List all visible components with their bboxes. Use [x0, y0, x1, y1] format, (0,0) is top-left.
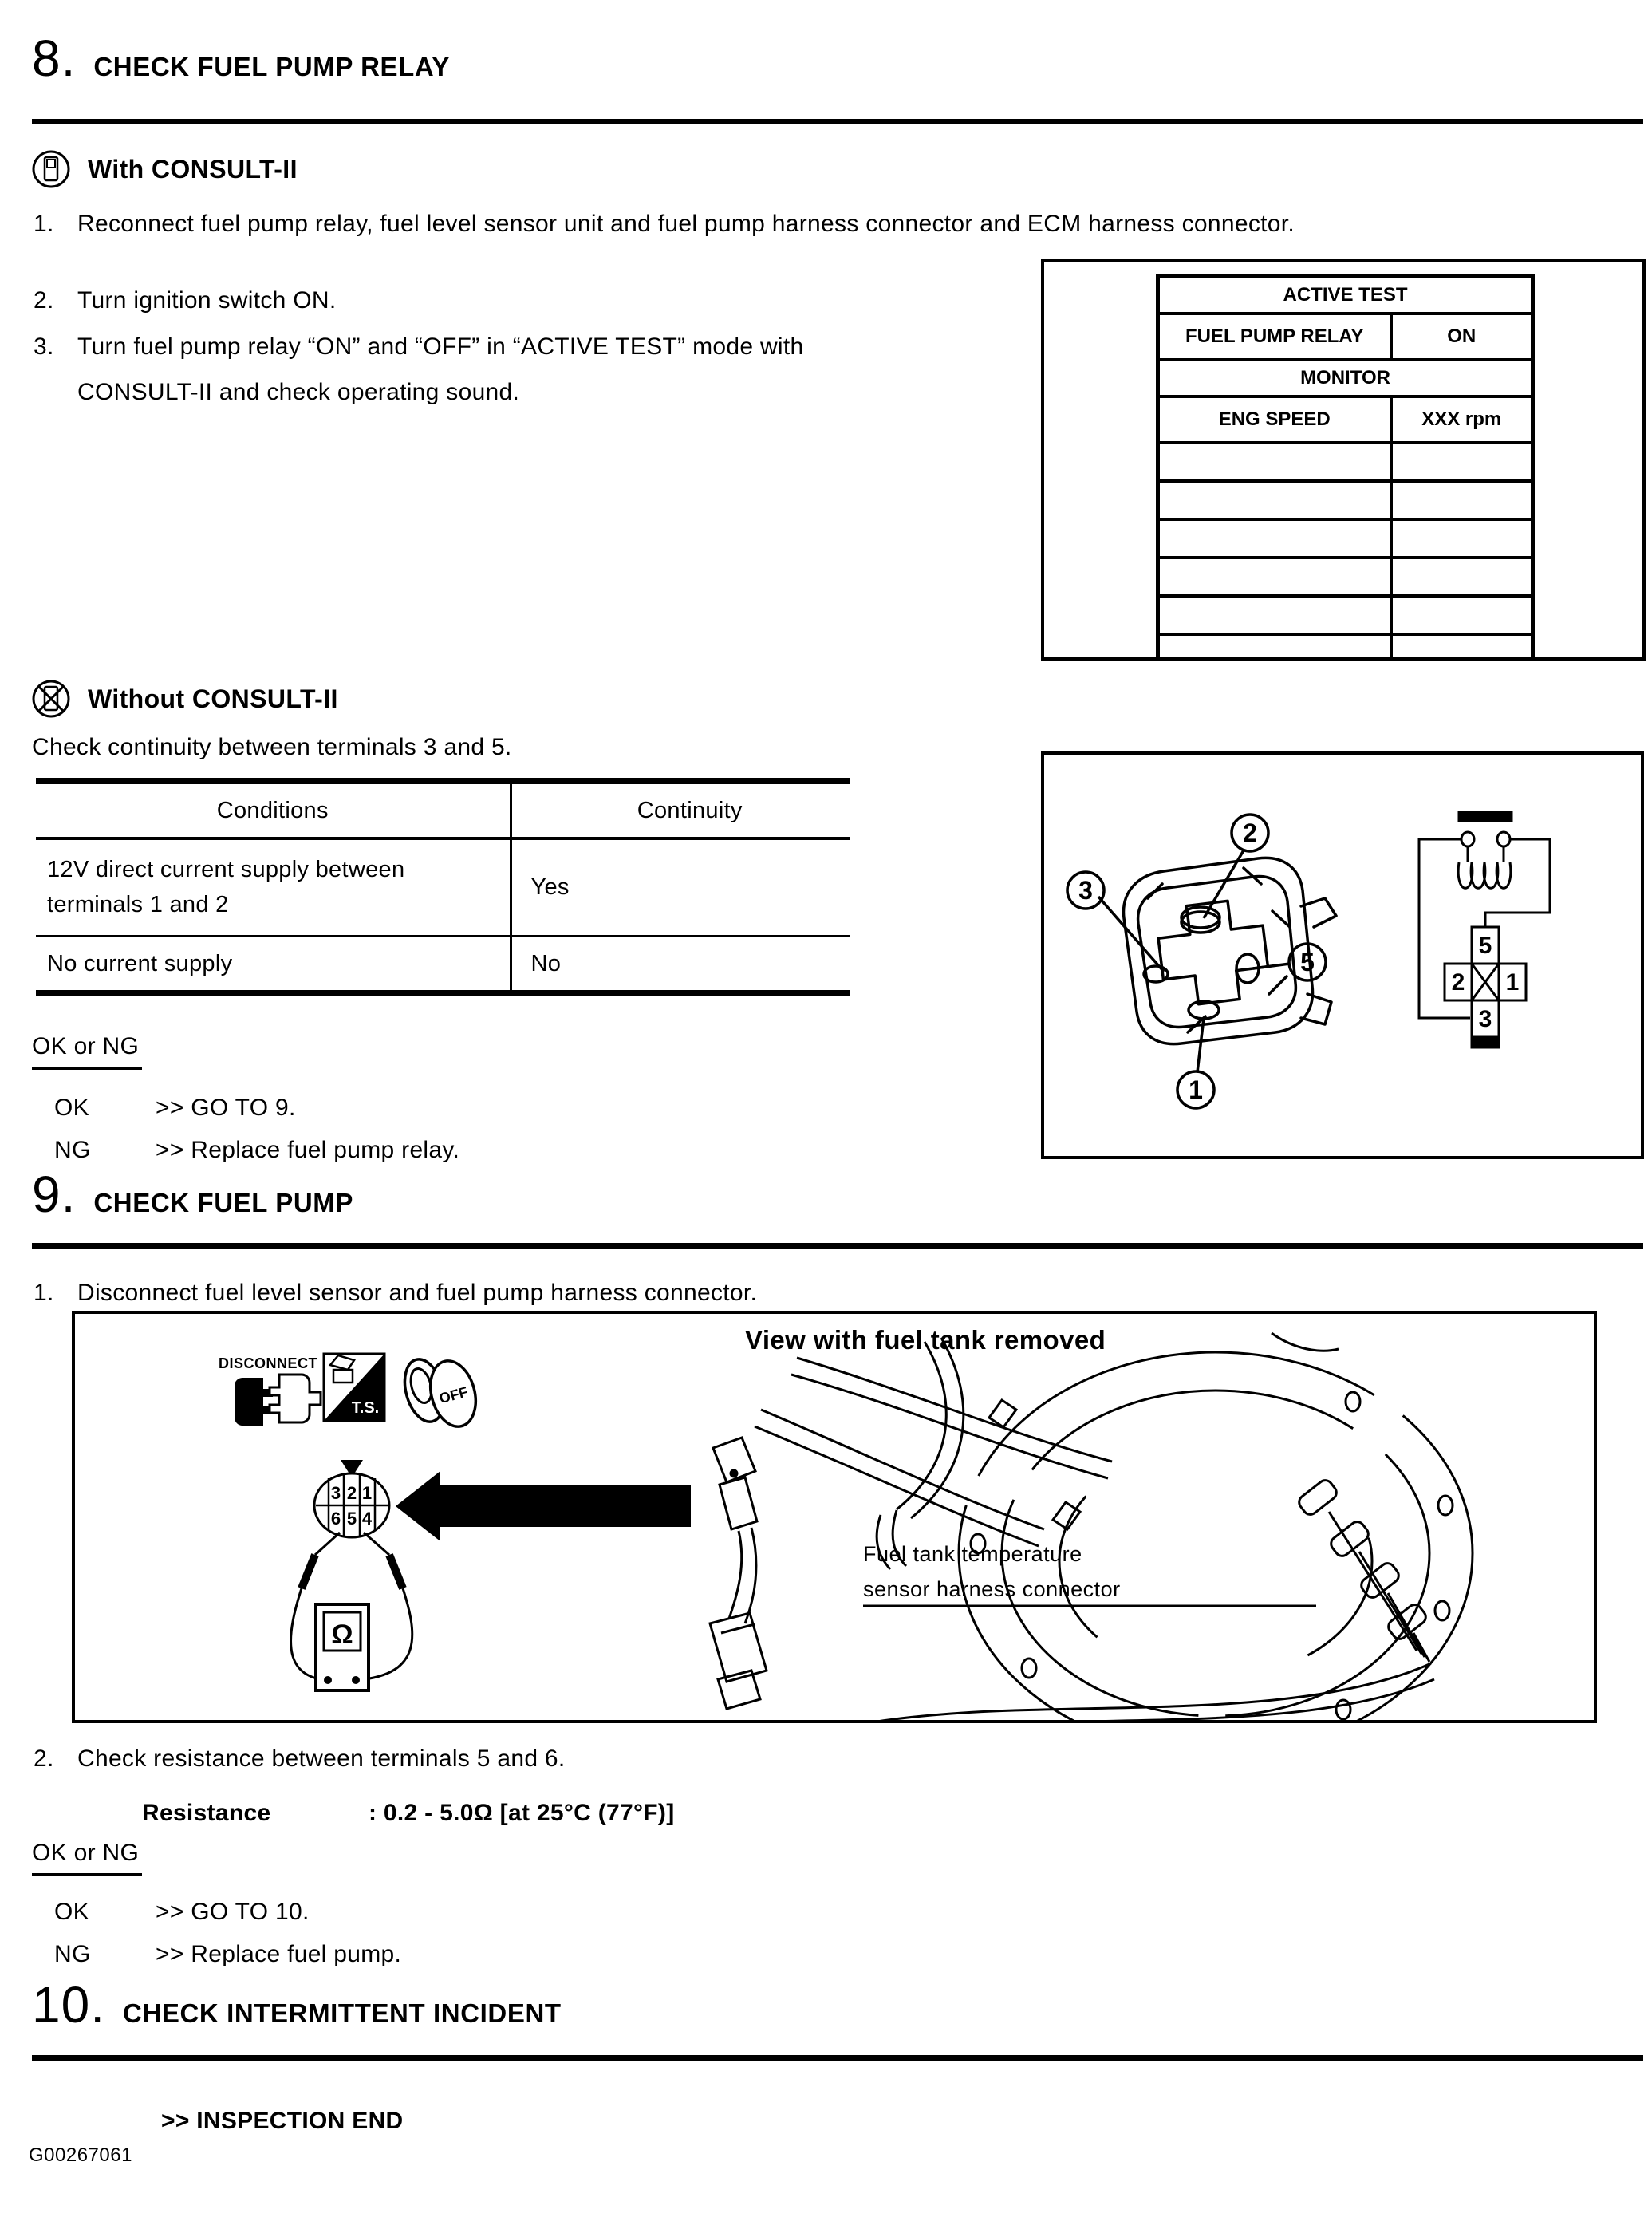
callout-1: 1: [1189, 1075, 1203, 1104]
key-off-icon: [398, 1355, 483, 1431]
pin-3: 3: [1478, 1006, 1492, 1032]
inspection-end-action: >> INSPECTION END: [161, 2108, 404, 2134]
table-cell-condition: 12V direct current supply between terminals 1 and 2: [36, 838, 511, 937]
empty-cell: [1158, 443, 1391, 481]
without-consult-heading: [30, 678, 338, 720]
section-8-heading: [32, 29, 450, 88]
step-text: Disconnect fuel level sensor and fuel pump harness connector.: [77, 1280, 758, 1306]
no-consult-ii-icon: [30, 678, 72, 720]
step-number: 1.: [34, 1280, 54, 1306]
ohmmeter: [316, 1604, 369, 1690]
callout-2: 2: [1243, 819, 1257, 847]
table-header-continuity: Continuity: [511, 781, 850, 838]
pin-5: 5: [1478, 933, 1492, 959]
active-test-item-value: ON: [1391, 314, 1533, 360]
step-text: Turn ignition switch ON.: [77, 287, 337, 314]
empty-cell: [1158, 634, 1391, 661]
step-text: Reconnect fuel pump relay, fuel level sensor unit and fuel pump harness connector and ECM harness connector.: [77, 211, 1295, 237]
fuel-tank-drawing: [710, 1338, 1473, 1720]
table-header-conditions: Conditions: [36, 781, 511, 838]
relay-diagram: [1044, 755, 1641, 1156]
step-number: 2.: [34, 287, 54, 314]
pointer-arrow: [396, 1471, 691, 1541]
empty-cell: [1391, 519, 1533, 558]
sensor-label-line1: Fuel tank temperature: [863, 1542, 1082, 1566]
section-10-number: 10.: [32, 1976, 105, 2034]
section-8-divider: [32, 119, 1643, 124]
step-text: Check resistance between terminals 5 and 6.: [77, 1746, 566, 1772]
figure-code: G00267061: [29, 2144, 132, 2166]
section-9-number: 9.: [32, 1166, 77, 1223]
pin-label: 4: [361, 1509, 373, 1529]
pin-label: 1: [361, 1483, 373, 1503]
resistance-spec-value: : 0.2 - 5.0Ω [at 25°C (77°F)]: [369, 1800, 675, 1826]
section-8-title: CHECK FUEL PUMP RELAY: [93, 52, 450, 81]
section-9-divider: [32, 1243, 1643, 1249]
callout-5: 5: [1300, 948, 1315, 976]
pin-label: 2: [346, 1483, 357, 1503]
continuity-table: [36, 778, 850, 996]
ng-action: >> Replace fuel pump relay.: [156, 1137, 460, 1163]
empty-cell: [1391, 634, 1533, 661]
ng-label: NG: [54, 1137, 91, 1163]
ok-label: OK: [54, 1095, 89, 1121]
relay-callouts: [1067, 815, 1326, 1108]
ts-icon-label: T.S.: [351, 1399, 380, 1417]
disconnect-icon: [235, 1375, 321, 1426]
ng-label: NG: [54, 1941, 91, 1967]
fuel-pump-diagram: [75, 1314, 1594, 1720]
empty-cell: [1391, 596, 1533, 634]
ok-action: >> GO TO 9.: [156, 1095, 296, 1121]
fuel-pump-connector-pinout: [314, 1460, 389, 1537]
pin-1: 1: [1505, 969, 1520, 996]
consult-ii-icon: [30, 148, 72, 190]
step-number: 3.: [34, 333, 54, 360]
pin-label: 3: [330, 1483, 341, 1503]
ok-label: OK: [54, 1899, 89, 1925]
section-9-title: CHECK FUEL PUMP: [93, 1188, 353, 1217]
table-cell-continuity: No: [511, 937, 850, 994]
empty-cell: [1391, 558, 1533, 596]
empty-cell: [1391, 443, 1533, 481]
section-9-heading: [32, 1165, 353, 1224]
callout-3: 3: [1078, 876, 1093, 905]
off-icon-label: OFF: [437, 1383, 470, 1407]
ts-icon: [324, 1354, 384, 1421]
view-label-squiggle: [1272, 1333, 1339, 1351]
section-10-divider: [32, 2055, 1643, 2061]
with-consult-label: With CONSULT-II: [88, 154, 298, 183]
active-test-title: ACTIVE TEST: [1158, 277, 1533, 314]
pin-2: 2: [1451, 969, 1465, 996]
ok-or-ng-heading: OK or NG: [32, 1840, 142, 1876]
consult-screen-figure: [1041, 259, 1646, 661]
monitor-header: MONITOR: [1158, 360, 1533, 396]
step-number: 2.: [34, 1746, 54, 1772]
fuel-pump-figure: [72, 1311, 1597, 1723]
disconnect-icon-label: DISCONNECT: [218, 1355, 318, 1371]
without-consult-label: Without CONSULT-II: [88, 684, 338, 713]
table-cell-continuity: Yes: [511, 838, 850, 937]
empty-cell: [1391, 481, 1533, 519]
empty-cell: [1158, 519, 1391, 558]
step-number: 1.: [34, 211, 54, 237]
ohm-symbol: Ω: [331, 1619, 353, 1650]
fuel-pump-relay-figure: [1041, 751, 1644, 1159]
table-cell-condition: No current supply: [36, 937, 511, 994]
step-text: Turn fuel pump relay “ON” and “OFF” in “ACTIVE TEST” mode with CONSULT-II and check operating sound.: [77, 333, 804, 405]
ok-or-ng-heading: OK or NG: [32, 1033, 142, 1070]
empty-cell: [1158, 596, 1391, 634]
ng-action: >> Replace fuel pump.: [156, 1941, 402, 1967]
view-label: View with fuel tank removed: [745, 1325, 1106, 1355]
section-10-title: CHECK INTERMITTENT INCIDENT: [122, 1998, 562, 2028]
monitor-item-value: XXX rpm: [1391, 396, 1533, 443]
section-10-heading: [32, 1975, 562, 2034]
empty-cell: [1158, 558, 1391, 596]
with-consult-heading: [30, 148, 298, 190]
empty-cell: [1158, 481, 1391, 519]
monitor-item-label: ENG SPEED: [1158, 396, 1391, 443]
section-8-number: 8.: [32, 30, 77, 87]
pin-label: 5: [346, 1509, 357, 1529]
continuity-instruction: Check continuity between terminals 3 and 5.: [32, 734, 512, 760]
active-test-item-label: FUEL PUMP RELAY: [1158, 314, 1391, 360]
sensor-label-line2: sensor harness connector: [863, 1577, 1121, 1601]
pin-label: 6: [330, 1509, 341, 1529]
resistance-spec-label: Resistance: [142, 1800, 271, 1826]
ok-action: >> GO TO 10.: [156, 1899, 310, 1925]
active-test-table: [1156, 274, 1535, 661]
